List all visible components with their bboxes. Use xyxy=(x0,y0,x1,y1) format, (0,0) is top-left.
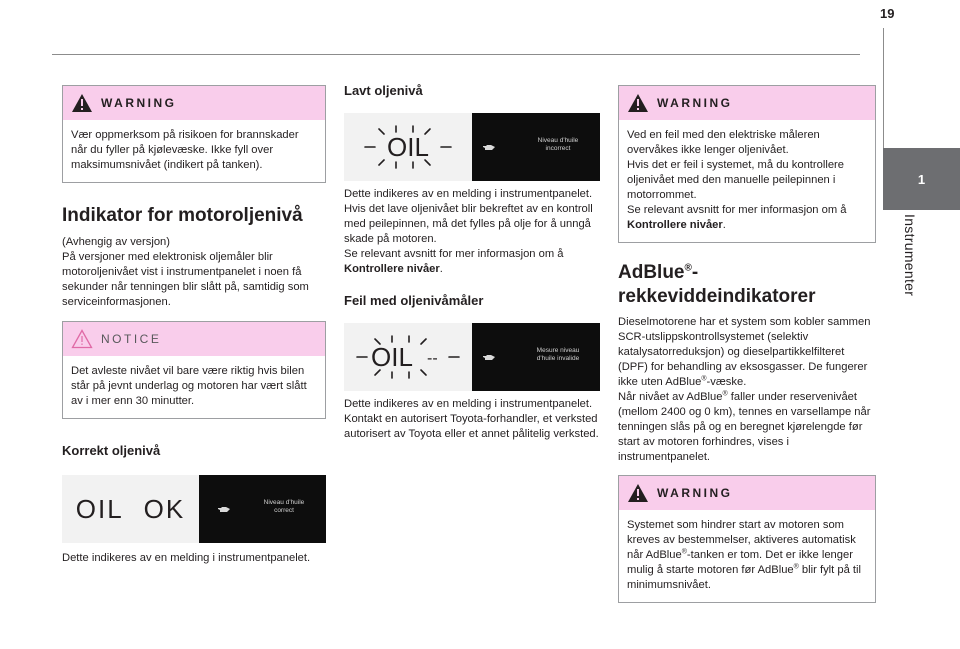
warning-triangle-icon xyxy=(627,93,649,113)
oil-fault-dashes: -- xyxy=(427,350,438,367)
warning-p1: Ved en feil med den elektriske måleren overvåkes ikke lenger oljenivået. xyxy=(627,129,820,156)
oil-can-icon xyxy=(482,143,496,151)
oil-low-caption-p3: Se relevant avsnitt for mer informasjon om å xyxy=(344,248,564,260)
oil-ok-message-line2: correct xyxy=(274,507,294,514)
oil-fault-symbol xyxy=(353,327,463,387)
display-oil-fault xyxy=(344,323,600,391)
heading-correct-oil-level: Korrekt oljenivå xyxy=(62,443,161,458)
chapter-tab[interactable] xyxy=(883,148,960,210)
oil-low-indicator xyxy=(344,113,472,181)
warning-header xyxy=(619,476,875,510)
oil-ok-word: OIL xyxy=(75,493,124,524)
oil-ok-caption: Dette indikeres av en melding i instrumentpanelet. xyxy=(62,552,311,564)
header-rule xyxy=(52,54,860,55)
oil-level-description: På versjoner med elektronisk oljemåler blir motoroljenivået vist i instrumentpanelet i noen få sekunder når tenningen blir slått på, samtidig som serviceinformasjonen. xyxy=(62,251,309,308)
dashboard-screen xyxy=(472,323,600,391)
reference-check-levels[interactable]: Kontrollere nivåer xyxy=(627,219,723,231)
chapter-title: Instrumenter xyxy=(902,214,918,297)
notice-triangle-icon xyxy=(71,329,93,349)
dashboard-screen xyxy=(199,475,326,543)
oil-fault-message-line1: Mesure niveau xyxy=(536,347,580,354)
warning-title: WARNING xyxy=(657,96,733,110)
warning-header xyxy=(619,86,875,120)
oil-low-message-line2: incorrect xyxy=(545,145,571,152)
notice-header xyxy=(63,322,325,356)
oil-fault-word: OIL xyxy=(371,342,413,372)
warning-p3: Se relevant avsnitt for mer informasjon om å xyxy=(627,204,847,216)
oil-can-icon xyxy=(217,505,231,513)
warning-header xyxy=(63,86,325,120)
display-oil-low xyxy=(344,113,600,181)
column-1 xyxy=(62,80,326,566)
chapter-number: 1 xyxy=(917,171,926,187)
adblue-description: Dieselmotorene har et system som kobler sammen SCR-utslippskontrollsystemet (selektiv katalysatorreduksjon) og dieselpartikkelfilteret (DPF) for behandling av eksosgasser. De fungerer ikke uten AdBlue®-væske. Når nivået av AdBlue® faller under reservenivået (mellom 2400 og 0 km), tennes en varsellampe når tenningen slås på og en beregnet kjørelengde før start av motoren forhindres, vises i instrumentpanelet. xyxy=(618,316,871,463)
version-note: (Avhengig av versjon) xyxy=(62,236,170,248)
oil-low-symbol xyxy=(353,117,463,177)
ok-word: OK xyxy=(143,493,186,524)
column-3 xyxy=(618,80,876,603)
oil-low-message-line1: Niveau d'huile xyxy=(537,137,579,144)
oil-ok-indicator xyxy=(62,475,199,543)
oil-fault-caption: Dette indikeres av en melding i instrumentpanelet. Kontakt en autorisert Toyota-forhandler, et verksted autorisert av Toyota eller et annet pålitelig verksted. xyxy=(344,398,599,440)
heading-low-oil-level: Lavt oljenivå xyxy=(344,83,423,98)
page-number: 19 xyxy=(880,6,895,21)
display-oil-ok xyxy=(62,475,326,543)
warning-box-adblue xyxy=(618,475,876,603)
oil-low-word: OIL xyxy=(387,132,429,162)
warning-text: Ved en feil med den elektriske måleren overvåkes ikke lenger oljenivået. Hvis det er feil i systemet, må du kontrollere oljenivået med den manuelle peilepinnen i motorrommet. Se relevant avsnitt for mer informasjon om å Kontrollere nivåer. xyxy=(619,120,875,242)
section-heading-oil-level: Indikator for motoroljenivå xyxy=(62,205,303,226)
warning-title: WARNING xyxy=(657,486,733,500)
notice-box xyxy=(62,321,326,419)
warning-box-coolant xyxy=(62,85,326,183)
oil-low-caption: Dette indikeres av en melding i instrumentpanelet. Hvis det lave oljenivået blir bekreftet av en kontroll med peilepinnen, må det fylles på olje for å unngå skade på motoren. Se relevant avsnitt for mer informasjon om å Kontrollere nivåer. xyxy=(344,187,600,277)
notice-text: Det avleste nivået vil bare være riktig hvis bilen står på jevnt underlag og motoren har vært slått av i mer enn 30 minutter. xyxy=(71,365,307,407)
oil-low-caption-p2: Hvis det lave oljenivået blir bekreftet av en kontroll med peilepinnen, må det fylles på olje for å unngå skade på motoren. xyxy=(344,203,593,245)
warning-p2: Hvis det er feil i systemet, må du kontrollere oljenivået med den manuelle peilepinnen i motorrommet. xyxy=(627,159,844,201)
warning-triangle-icon xyxy=(71,93,93,113)
oil-fault-message-line2: d'huile invalide xyxy=(536,355,580,362)
reference-check-levels[interactable]: Kontrollere nivåer xyxy=(344,263,440,275)
dashboard-screen xyxy=(472,113,600,181)
oil-fault-indicator xyxy=(344,323,472,391)
warning-box-electric-gauge xyxy=(618,85,876,243)
heading-oil-gauge-fault: Feil med oljenivåmåler xyxy=(344,293,484,308)
notice-title: NOTICE xyxy=(101,332,162,346)
warning-triangle-icon xyxy=(627,483,649,503)
section-heading-adblue: AdBlue®- rekkeviddeindikatorer xyxy=(618,262,816,307)
column-2 xyxy=(344,80,600,442)
oil-ok-message-line1: Niveau d'huile xyxy=(263,499,305,506)
oil-can-icon xyxy=(482,353,496,361)
warning-text: Systemet som hindrer start av motoren som kreves av bestemmelser, aktiveres automatisk når AdBlue®-tanken er tom. Det er ikke lenger mulig å starte motoren før AdBlue® blir fylt på til minimumsnivået. xyxy=(627,519,861,591)
warning-text: Vær oppmerksom på risikoen for brannskader når du fyller på kjølevæske. Ikke fyll over maksimumsnivået (indikert på tanken). xyxy=(71,129,299,171)
warning-title: WARNING xyxy=(101,96,177,110)
oil-low-caption-p1: Dette indikeres av en melding i instrumentpanelet. xyxy=(344,188,593,200)
